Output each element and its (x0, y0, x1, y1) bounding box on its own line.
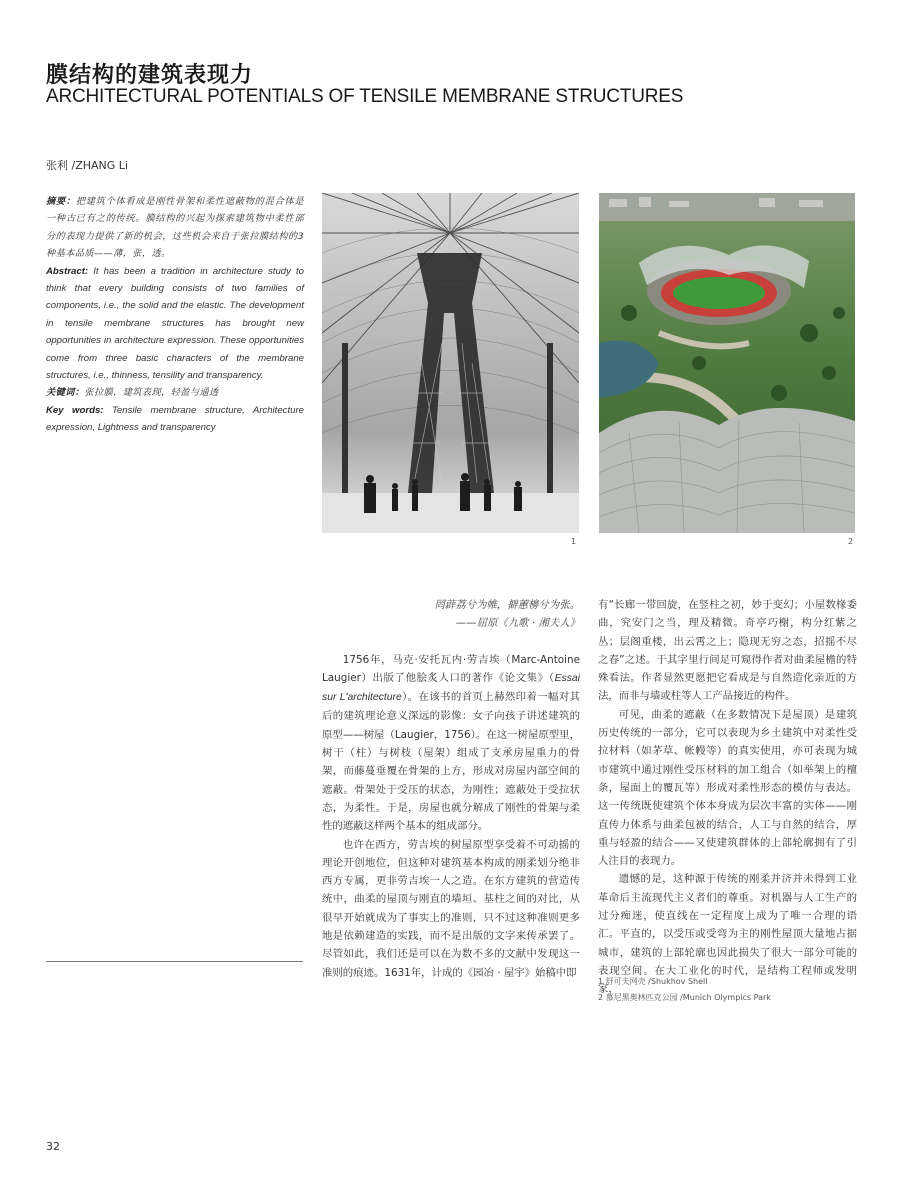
keywords-en-text: Tensile membrane structure, Architecture expression, Lightness and transparency (46, 404, 305, 434)
figure-1-shukhov-shell (322, 193, 579, 533)
paragraph-4: 可见，曲柔的遮蔽（在多数情况下是屋顶）是建筑历史传统的一部分，它可以表现为乡土建筑中对柔性受拉材料（如茅草、帐幔等）的真实使用，亦可表现为城市建筑中通过刚性受压材料的加工组合（如举架上的檀条，屋面上的覆瓦等）形成对柔性形态的模仿与表达。这一传统既使建筑个体本身成为层次丰富的实体——刚直传力体系与曲柔包被的结合，人工与自然的结合，厚重与轻盈的结合——又使建筑群体的上部轮廓拥有了引人注目的表现力。 (598, 708, 857, 868)
abstract-divider (46, 961, 303, 962)
keywords-en-label: Key words: (46, 404, 104, 416)
abstract-zh-label: 摘要： (46, 196, 76, 207)
keywords-zh (46, 384, 304, 401)
abstract-en-label: Abstract: (46, 265, 89, 277)
figure-1-image (322, 193, 579, 533)
epigraph-verse: 罔薜荔兮为帷，擗蕙櫋兮为张。 (434, 599, 580, 611)
epigraph-source: ——屈原《九歌 · 湘夫人》 (455, 617, 580, 630)
keywords-zh-text: 张拉膜，建筑表现，轻盈与通透 (84, 387, 219, 399)
paragraph-1-part-a: 1756年，马克·安托瓦内·劳吉埃（Marc-Antoine Laugier）出版了他脍炙人口的著作《论文集》（ (322, 653, 580, 684)
caption-figure-1: 1 舒可夫网壳 /Shukhov Shell (598, 977, 708, 986)
paragraph-1-book-title: Essai sur L'architecture (322, 672, 580, 704)
body-column-left (322, 596, 580, 982)
title-chinese: 膜结构的建筑表现力 (46, 63, 254, 88)
paragraph-5: 遗憾的是，这种源于传统的刚柔并济并未得到工业革命后主流现代主义者们的尊重。对机器与人工生产的过分痴迷，使直线在一定程度上成为了唯一合理的语汇。平直的，以受压或受弯为主的刚性屋顶大量地占据城市，建筑的上部轮廓也因此损失了很大一部分可能的表现空间。在大工业化的时代，是结构工程师或发明家， (598, 873, 857, 996)
paragraph-1 (322, 651, 580, 836)
body-column-right (598, 596, 857, 999)
author-line: 张利 /ZHANG Li (46, 159, 128, 172)
abstract-en-text: It has been a tradition in architecture study to think that every building consists of two families of components, i.e., the solid and the elastic. The development in tensile membrane structures has brought new opportunities in architecture expression. These opportunities come from three basic characters of the membrane structures, i.e., thinness, tensility and transparency. (46, 265, 304, 382)
abstract-en (46, 263, 304, 385)
paragraph-3: 有“长廊一带回旋，在竖柱之初，妙于变幻；小屋数椽委曲，究安门之当，理及精微。奇亭巧榭，构分红紫之丛；层阁重楼，出云霄之上；隐现无穷之态，招摇不尽之春”之述。于其字里行间足可窥得作者对曲柔屋檐的特殊看法。作者显然更愿把它看成是与自然造化亲近的方法，而非与墙或柱等人工产品接近的构件。 (598, 599, 857, 703)
page-number: 32 (46, 1140, 60, 1153)
figure-2-munich-olympic-park (599, 193, 855, 533)
keywords-zh-label: 关键词： (46, 387, 85, 399)
abstract-zh-text: 把建筑个体看成是刚性骨架和柔性遮蔽物的混合体是一种古已有之的传统。膜结构的兴起为探索建筑物中柔性部分的表现力提供了新的机会，这些机会来自于张拉膜结构的3种基本品质——薄，张，透。 (46, 196, 304, 260)
abstract-block (46, 193, 304, 437)
caption-figure-2: 2 慕尼黑奥林匹克公园 /Munich Olympics Park (598, 993, 771, 1002)
title-english: ARCHITECTURAL POTENTIALS OF TENSILE MEMBRANE STRUCTURES (46, 86, 684, 107)
figure-1-number: 1 (571, 537, 577, 546)
abstract-zh (46, 193, 304, 263)
figure-2-image (599, 193, 855, 533)
figure-2-number: 2 (848, 537, 854, 546)
keywords-en (46, 402, 304, 437)
figure-captions (598, 974, 771, 1006)
paragraph-2: 也许在西方，劳吉埃的树屋原型享受着不可动摇的理论开创地位，但这种对建筑基本构成的刚柔划分绝非西方专属，更非劳吉埃一人之造。在东方建筑的营造传统中，曲柔的屋顶与刚直的墙垣、基柱之间的对比，从很早开始就成为了事实上的准则，只不过这种准则更多地是依赖建造的实践，而不是出版的文字来传承罢了。尽管如此，我们还是可以在为数不多的文献中发现这一准则的痕迹。1631年，计成的《园冶 · 屋宇》始稿中即 (322, 838, 580, 979)
paragraph-1-part-b: ）。在该书的首页上赫然印着一幅对其后的建筑理论意义深远的影像：女子向孩子讲述建筑的原型——树屋（Laugier，1756）。在这一树屋原型里，树干（柱）与树枝（屋架）组成了支承房屋重力的骨架，而藤蔓垂覆在骨架的上方，形成对房屋内部空间的遮蔽。骨架处于受压的状态，为刚性；遮蔽处于受拉状态，为柔性。于是，房屋也就分解成了刚性的骨架与柔性的遮蔽这样两个基本的组成部分。 (322, 691, 580, 833)
